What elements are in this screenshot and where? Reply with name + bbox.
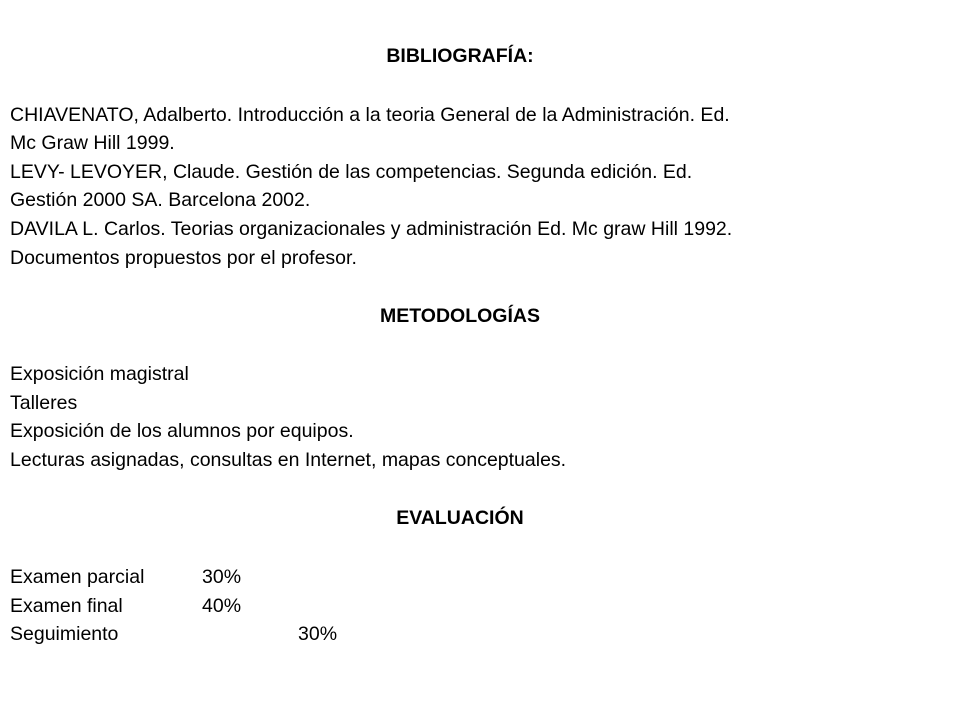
- methodology-item: Lecturas asignadas, consultas en Internet, mapas conceptuales.: [10, 449, 567, 471]
- methodology-item: Exposición magistral: [10, 363, 189, 385]
- bibliography-heading: BIBLIOGRAFÍA:: [386, 45, 534, 67]
- evaluation-heading: EVALUACIÓN: [396, 507, 524, 529]
- evaluation-item-name: Seguimiento: [10, 623, 119, 645]
- methodology-item: Exposición de los alumnos por equipos.: [10, 420, 354, 442]
- bibliography-line: Mc Graw Hill 1999.: [10, 132, 175, 154]
- bibliography-line: LEVY- LEVOYER, Claude. Gestión de las competencias. Segunda edición. Ed.: [10, 161, 693, 183]
- bibliography-line: Gestión 2000 SA. Barcelona 2002.: [10, 189, 311, 211]
- bibliography-line: CHIAVENATO, Adalberto. Introducción a la teoria General de la Administración. Ed.: [10, 104, 730, 126]
- evaluation-item-name: Examen parcial: [10, 566, 145, 588]
- methodologies-heading: METODOLOGÍAS: [380, 305, 540, 327]
- bibliography-line: DAVILA L. Carlos. Teorias organizacionales y administración Ed. Mc graw Hill 1992.: [10, 218, 733, 240]
- evaluation-item-percent: 40%: [202, 595, 242, 617]
- bibliography-line: Documentos propuestos por el profesor.: [10, 247, 357, 269]
- evaluation-item-percent: 30%: [298, 623, 338, 645]
- evaluation-item-percent: 30%: [202, 566, 242, 588]
- evaluation-item-name: Examen final: [10, 595, 123, 617]
- methodology-item: Talleres: [10, 392, 78, 414]
